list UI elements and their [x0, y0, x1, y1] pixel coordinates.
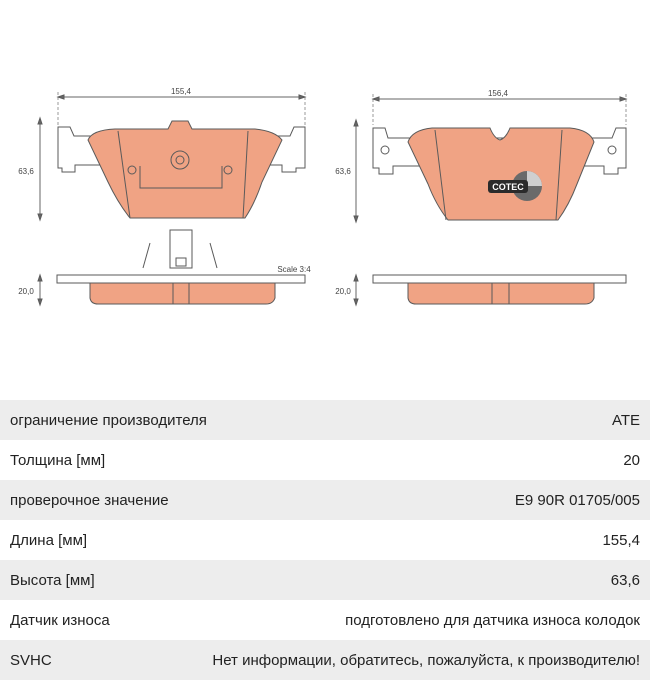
left-pad-height-label: 63,6 — [18, 167, 34, 176]
right-pad-thickness-label: 20,0 — [335, 287, 351, 296]
spec-row-thickness — [0, 440, 650, 480]
spec-label: Датчик износа — [10, 611, 110, 629]
spec-value: E9 90R 01705/005 — [514, 491, 640, 509]
cotec-logo-text: COTEC — [492, 182, 524, 192]
spec-label: Толщина [мм] — [10, 451, 106, 469]
spec-row-test-mark — [0, 480, 650, 520]
spec-label: Высота [мм] — [10, 571, 95, 589]
spec-value: подготовлено для датчика износа колодок — [345, 611, 640, 629]
spec-value: 20 — [623, 451, 640, 469]
spec-row-wear-sensor — [0, 600, 650, 640]
right-pad-front-view — [354, 94, 626, 222]
spec-row-manufacturer-restriction — [0, 400, 650, 440]
spec-label: проверочное значение — [10, 491, 169, 509]
spec-row-length — [0, 520, 650, 560]
spec-value: ATE — [611, 411, 640, 429]
spec-value: 155,4 — [602, 531, 640, 549]
right-pad-width-label: 156,4 — [487, 89, 509, 98]
right-pad-height-label: 63,6 — [335, 167, 351, 176]
left-pad-front-view — [38, 92, 305, 268]
spec-row-height — [0, 560, 650, 600]
left-pad-width-label: 155,4 — [170, 87, 192, 96]
scale-label: Scale 3:4 — [277, 265, 311, 274]
spec-value: Нет информации, обратитесь, пожалуйста, к производителю! — [212, 651, 640, 669]
spec-value: 63,6 — [610, 571, 640, 589]
spec-label: ограничение производителя — [10, 411, 207, 429]
right-pad-side-view — [354, 275, 626, 305]
spec-label: SVHC — [10, 651, 52, 669]
left-pad-side-view — [38, 275, 305, 305]
left-pad-thickness-label: 20,0 — [18, 287, 34, 296]
specs-table — [0, 400, 650, 680]
spec-row-svhc — [0, 640, 650, 680]
spec-label: Длина [мм] — [10, 531, 88, 549]
